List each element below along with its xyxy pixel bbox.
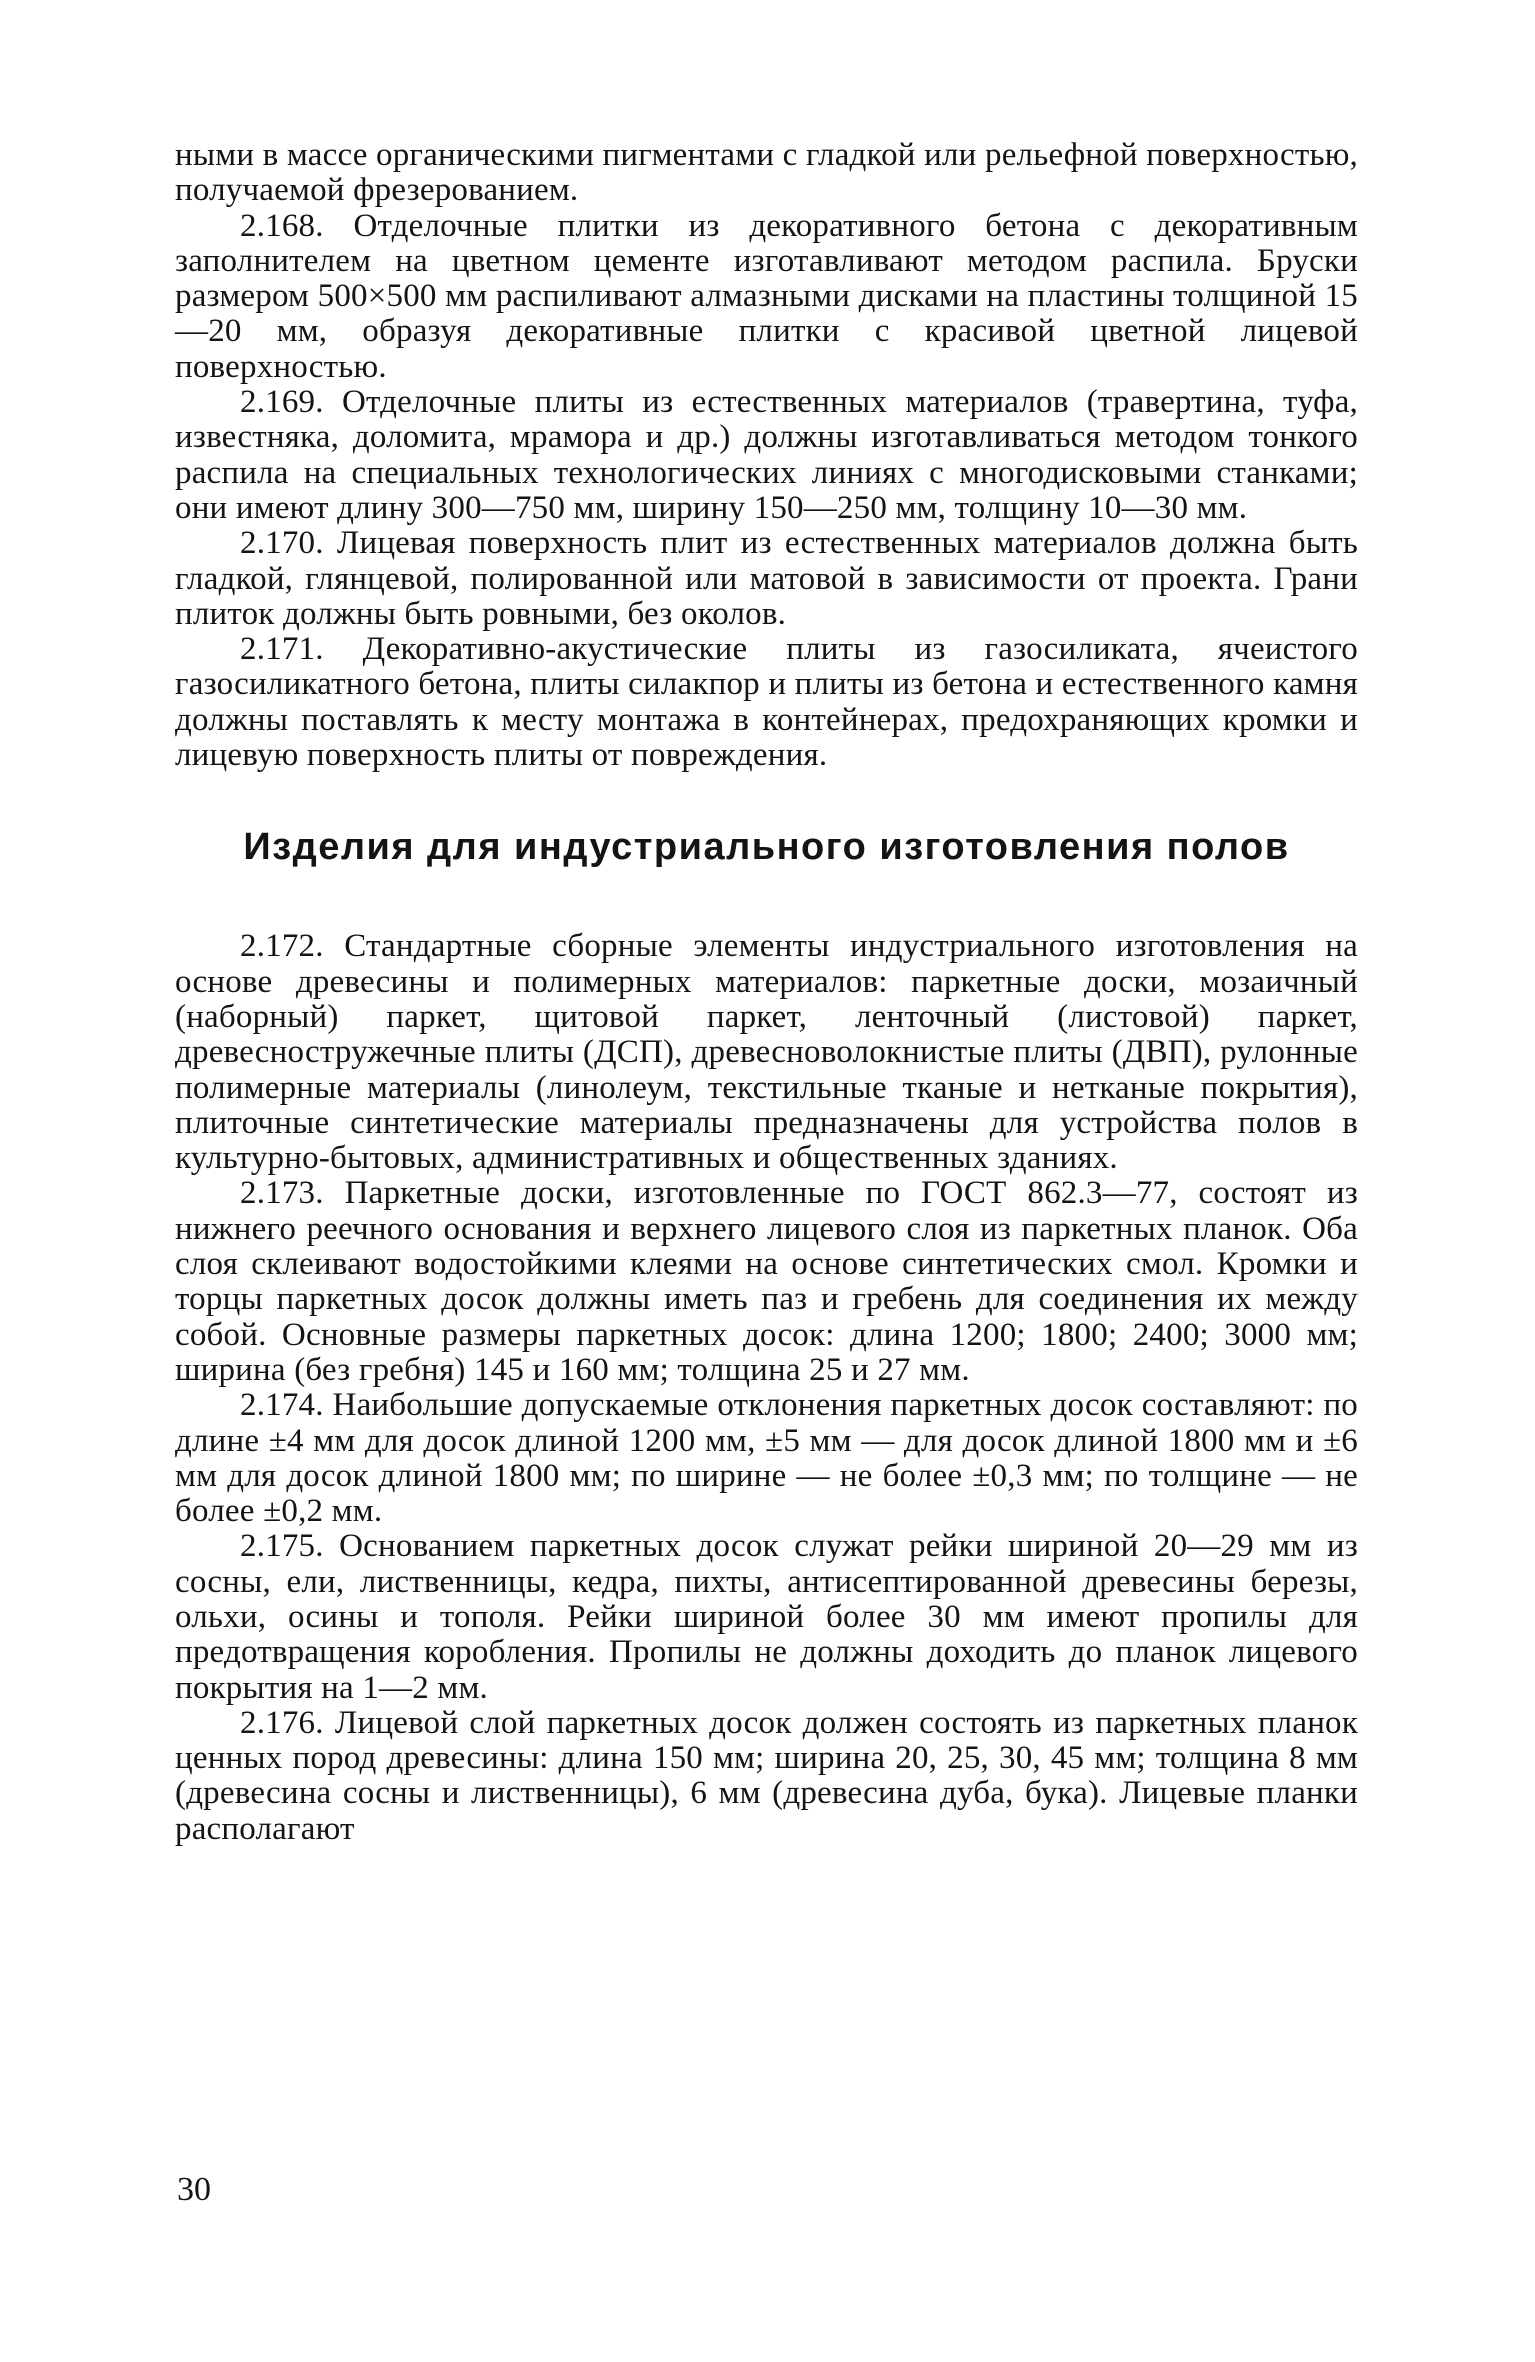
paragraph-2-170: 2.170. Лицевая поверхность плит из естественных материалов должна быть гладкой, глянцевой, полированной или матовой в зависимости от проекта. Грани плиток должны быть ровными, без околов. bbox=[175, 525, 1358, 632]
paragraph-2-171: 2.171. Декоративно-акустические плиты из газосиликата, ячеистого газосиликатного бетона, плиты силакпор и плиты из бетона и естественного камня должны поставлять к месту монтажа в контейнерах, предохраняющих кромки и лицевую поверхность плиты от повреждения. bbox=[175, 631, 1358, 774]
paragraph-2-173: 2.173. Паркетные доски, изготовленные по ГОСТ 862.3—77, состоят из нижнего реечного основания и верхнего лицевого слоя из паркетных планок. Оба слоя склеивают водостойкими клеями на основе синтетических смол. Кромки и торцы паркетных досок должны иметь паз и гребень для соединения их между собой. Основные размеры паркетных досок: длина 1200; 1800; 2400; 3000 мм; ширина (без гребня) 145 и 160 мм; толщина 25 и 27 мм. bbox=[175, 1175, 1358, 1388]
paragraph-2-174: 2.174. Наибольшие допускаемые отклонения паркетных досок составляют: по длине ±4 мм для досок длиной 1200 мм, ±5 мм — для досок длиной 1800 мм и ±6 мм для досок длиной 1800 мм; по ширине — не более ±0,3 мм; по толщине — не более ±0,2 мм. bbox=[175, 1387, 1358, 1530]
paragraph-2-172: 2.172. Стандартные сборные элементы индустриального изготовления на основе древесины и полимерных материалов: паркетные доски, мозаичный (наборный) паркет, щитовой паркет, ленточный (листовой) паркет, древесностружечные плиты (ДСП), древесноволокнистые плиты (ДВП), рулонные полимерные материалы (линолеум, текстильные тканые и нетканые покрытия), плиточные синтетические материалы предназначены для устройства полов в культурно-бытовых, административных и общественных зданиях. bbox=[175, 928, 1358, 1177]
paragraph-continuation: ными в массе органическими пигментами с гладкой или рельефной поверхностью, получаемой фрезерованием. bbox=[175, 137, 1358, 209]
section-heading: Изделия для индустриального изготовления полов bbox=[243, 826, 1290, 869]
page-body bbox=[175, 138, 1358, 1847]
paragraph-2-168: 2.168. Отделочные плитки из декоративного бетона с декоративным заполнителем на цветном цементе изготавливают методом распила. Бруски размером 500×500 мм распиливают алмазными дисками на пластины толщиной 15—20 мм, образуя декоративные плитки с красивой цветной лицевой поверхностью. bbox=[175, 207, 1358, 385]
page-number: 30 bbox=[177, 2171, 211, 2208]
paragraph-2-176: 2.176. Лицевой слой паркетных досок должен состоять из паркетных планок ценных пород древесины: длина 150 мм; ширина 20, 25, 30, 45 мм; толщина 8 мм (древесина сосны и лиственницы), 6 мм (древесина дуба, бука). Лицевые планки располагают bbox=[175, 1704, 1358, 1847]
paragraph-2-175: 2.175. Основанием паркетных досок служат рейки шириной 20—29 мм из сосны, ели, лиственницы, кедра, пихты, антисептированной древесины березы, ольхи, осины и тополя. Рейки шириной более 30 мм имеют пропилы для предотвращения коробления. Пропилы не должны доходить до планок лицевого покрытия на 1—2 мм. bbox=[175, 1528, 1358, 1706]
paragraph-2-169: 2.169. Отделочные плиты из естественных материалов (травертина, туфа, известняка, доломита, мрамора и др.) должны изготавливаться методом тонкого распила на специальных технологических линиях с многодисковыми станками; они имеют длину 300—750 мм, ширину 150—250 мм, толщину 10—30 мм. bbox=[175, 384, 1358, 526]
